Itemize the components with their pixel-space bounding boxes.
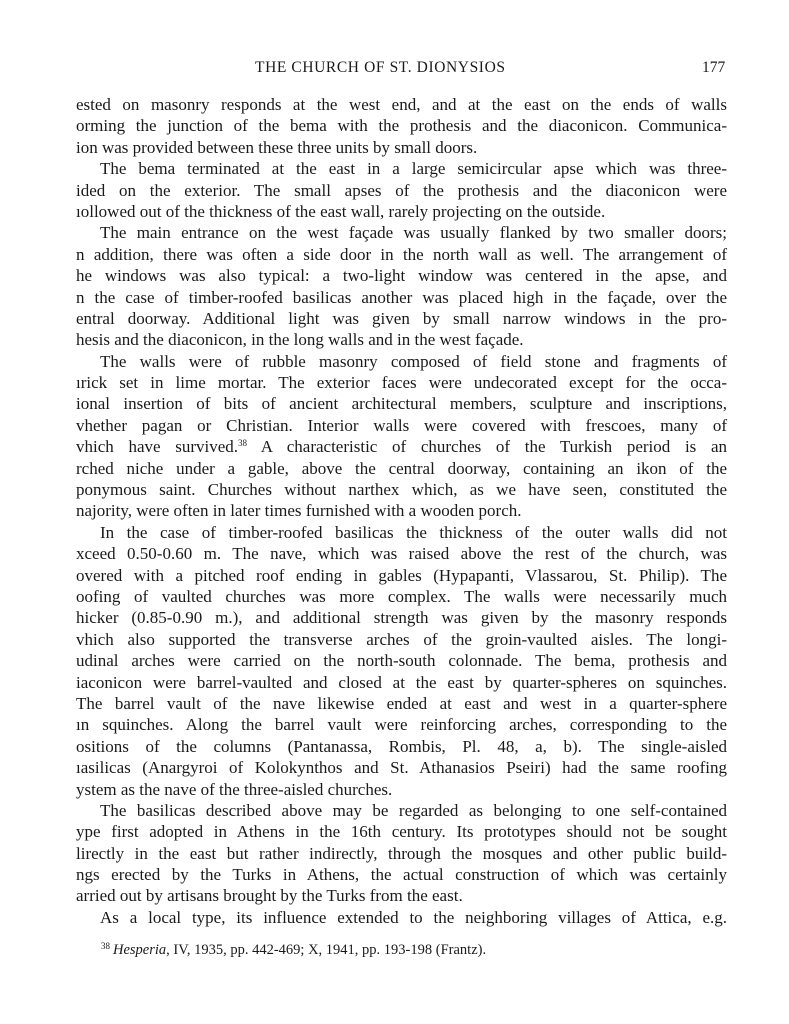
paragraph <box>76 94 727 158</box>
text-line: najority, were often in later times furnished with a wooden porch. <box>76 501 522 521</box>
text-line: xceed 0.50-0.60 m. The nave, which was raised above the rest of the church, was <box>76 544 727 564</box>
text-line: overed with a pitched roof ending in gables (Hypapanti, Vlassarou, St. Philip). The <box>76 565 727 585</box>
paragraph <box>76 522 727 800</box>
paragraph <box>76 222 727 350</box>
text-line: As a local type, its influence extended to the neighboring villages of Attica, e.g. <box>100 907 727 927</box>
running-title: THE CHURCH OF ST. DIONYSIOS <box>255 59 506 76</box>
text-line: ırick set in lime mortar. The exterior faces were undecorated except for the occa- <box>76 373 727 393</box>
text-line: The barrel vault of the nave likewise ended at east and west in a quarter-sphere <box>76 693 727 713</box>
text-line: ype first adopted in Athens in the 16th century. Its prototypes should not be sought <box>76 822 727 842</box>
text-line: oofing of vaulted churches was more complex. The walls were necessarily much <box>76 586 727 606</box>
text-line: n addition, there was often a side door in the north wall as well. The arrangement of <box>76 244 727 264</box>
footnote-journal: Hesperia <box>113 942 167 958</box>
text-fragment: A characteristic of churches of the Turkish period is an <box>247 437 727 457</box>
text-line: vhether pagan or Christian. Interior walls were covered with frescoes, many of <box>76 415 727 435</box>
page-header <box>0 59 789 81</box>
text-line: orming the junction of the bema with the prothesis and the diaconicon. Communica- <box>76 116 727 136</box>
text-line: ponymous saint. Churches without narthex which, as we have seen, constituted the <box>76 480 727 500</box>
text-fragment: vhich have survived. <box>76 437 238 457</box>
text-line: hesis and the diaconicon, in the long walls and in the west façade. <box>76 330 524 350</box>
text-line-with-footnote <box>76 436 727 457</box>
paragraph <box>76 800 727 907</box>
text-line: hicker (0.85-0.90 m.), and additional strength was given by the masonry responds <box>76 608 727 628</box>
paragraph <box>76 907 727 928</box>
text-line: The main entrance on the west façade was usually flanked by two smaller doors; <box>100 223 727 243</box>
paragraph <box>76 158 727 222</box>
text-line: ıollowed out of the thickness of the east wall, rarely projecting on the outside. <box>76 201 606 221</box>
text-line: The walls were of rubble masonry composed of field stone and fragments of <box>100 351 727 371</box>
footnote-mark: 38 <box>101 941 110 951</box>
text-line: vhich also supported the transverse arches of the groin-vaulted aisles. The longi- <box>76 629 727 649</box>
text-line: entral doorway. Additional light was given by small narrow windows in the pro- <box>76 308 727 328</box>
text-line: n the case of timber-roofed basilicas another was placed high in the façade, over the <box>76 287 727 307</box>
text-line: he windows was also typical: a two-light window was centered in the apse, and <box>76 266 727 286</box>
page-number: 177 <box>702 59 726 76</box>
footnote-reference[interactable]: 38 <box>238 438 247 449</box>
footnote <box>101 941 486 959</box>
body-text <box>76 94 727 928</box>
paragraph <box>76 351 727 522</box>
text-line: ıasilicas (Anargyroi of Kolokynthos and St. Athanasios Pseiri) had the same roofing <box>76 758 727 778</box>
footnote-text: , IV, 1935, pp. 442-469; X, 1941, pp. 193-198 (Frantz). <box>166 942 487 958</box>
text-line: ional insertion of bits of ancient architectural members, sculpture and inscriptions, <box>76 394 727 414</box>
text-line: In the case of timber-roofed basilicas the thickness of the outer walls did not <box>100 522 727 542</box>
text-line: ngs erected by the Turks in Athens, the actual construction of which was certainly <box>76 865 727 885</box>
text-line: udinal arches were carried on the north-south colonnade. The bema, prothesis and <box>76 651 727 671</box>
text-line: ion was provided between these three units by small doors. <box>76 137 478 157</box>
text-line: ın squinches. Along the barrel vault were reinforcing arches, corresponding to the <box>76 715 727 735</box>
text-line: ositions of the columns (Pantanassa, Rombis, Pl. 48, a, b). The single-aisled <box>76 736 727 756</box>
text-line: The basilicas described above may be regarded as belonging to one self-contained <box>100 800 727 820</box>
text-line: The bema terminated at the east in a large semicircular apse which was three- <box>100 159 727 179</box>
text-line: ystem as the nave of the three-aisled churches. <box>76 779 393 799</box>
text-line: ided on the exterior. The small apses of the prothesis and the diaconicon were <box>76 180 727 200</box>
text-line: iaconicon were barrel-vaulted and closed at the east by quarter-spheres on squinches. <box>76 672 727 692</box>
text-line: arried out by artisans brought by the Turks from the east. <box>76 886 463 906</box>
text-line: ested on masonry responds at the west end, and at the east on the ends of walls <box>76 95 727 114</box>
text-line: rched niche under a gable, above the central doorway, containing an ikon of the <box>76 458 727 478</box>
text-line: lirectly in the east but rather indirectly, through the mosques and other public build- <box>76 843 727 863</box>
